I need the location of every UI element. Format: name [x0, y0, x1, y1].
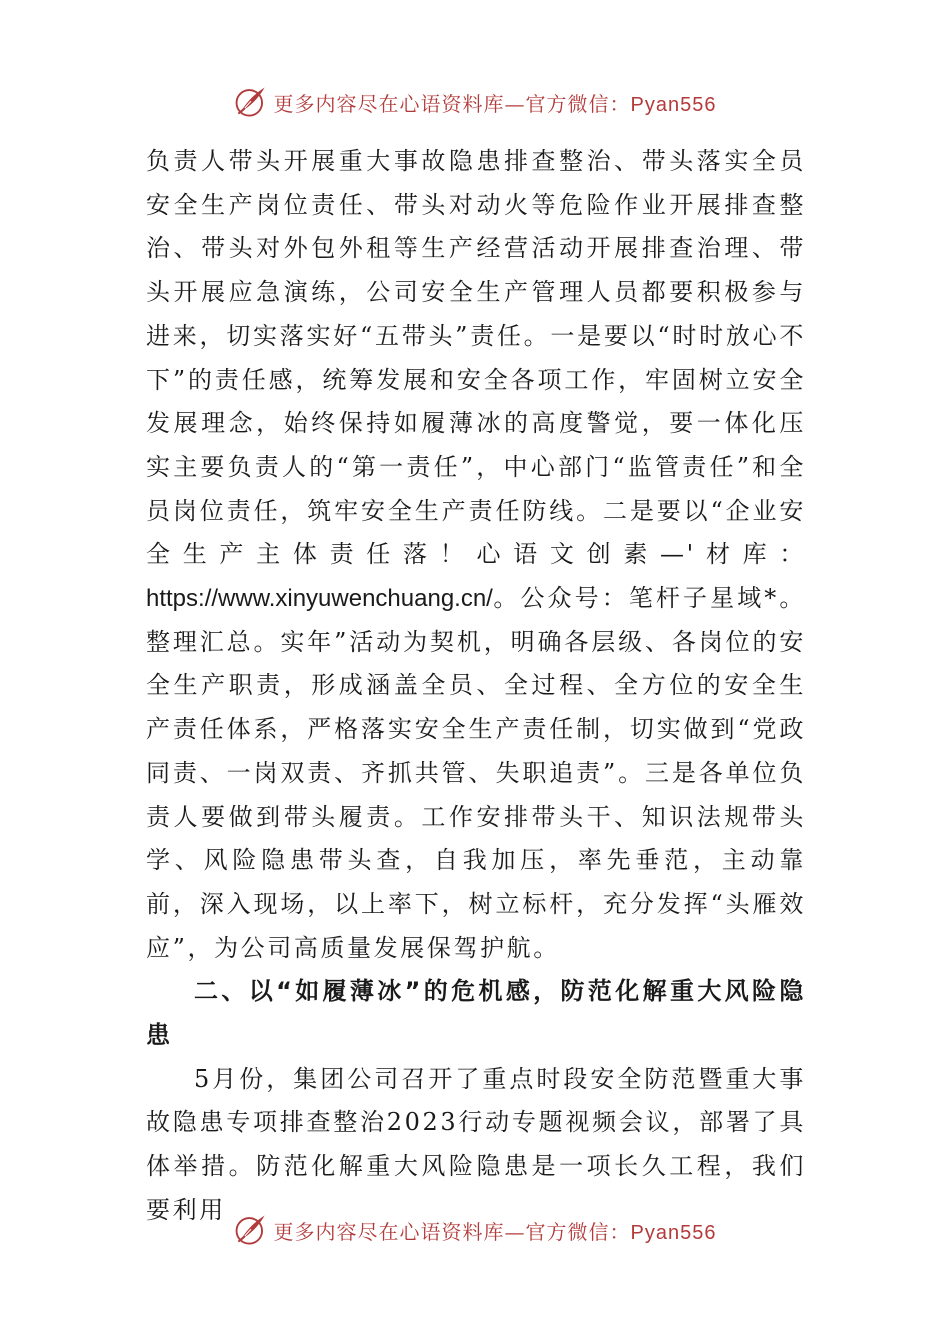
quill-logo-icon [234, 85, 268, 119]
paragraph-1-text-b: 。公众号：笔杆子星域*。整理汇总。实年”活动为契机，明确各层级、各岗位的安全生产职责，形成涵盖全员、全过程、全方位的安全生产责任体系，严格落实安全生产责任制，切实做到“党政同责、一岗双责、齐抓共管、失职追责”。三是各单位负责人要做到带头履责。工作安排带头干、知识法规带头学、风险隐患带头查，自我加压，率先垂范，主动靠前，深入现场，以上率下，树立标杆，充分发挥“头雁效应”，为公司高质量发展保驾护航。 [146, 584, 806, 962]
footer-banner [0, 1210, 950, 1250]
banner-wechat-id: Pyan556 [630, 93, 717, 116]
body-paragraph-1 [146, 140, 806, 970]
banner-text [274, 1216, 717, 1245]
banner-text-cn: 更多内容尽在心语资料库—官方微信： [273, 1219, 631, 1244]
banner-text-cn: 更多内容尽在心语资料库—官方微信： [273, 91, 631, 116]
document-body [146, 140, 806, 1233]
banner-wechat-id: Pyan556 [630, 1221, 717, 1244]
header-banner [0, 82, 950, 122]
section-heading-2: 二、以“如履薄冰”的危机感，防范化解重大风险隐患 [146, 977, 806, 1050]
quill-logo-icon [234, 1213, 268, 1247]
paragraph-1-text-a: 负责人带头开展重大事故隐患排查整治、带头落实全员安全生产岗位责任、带头对动火等危险作业开展排查整治、带头对外包外租等生产经营活动开展排查治理、带头开展应急演练，公司安全生产管理人员都要积极参与进来，切实落实好“五带头”责任。一是要以“时时放心不下”的责任感，统筹发展和安全各项工作，牢固树立安全发展理念，始终保持如履薄冰的高度警觉，要一体化压实主要负责人的“第一责任”，中心部门“监管责任”和全员岗位责任，筑牢安全生产责任防线。二是要以“企业安全生产主体责任落！心语文创素—'材库： [146, 147, 806, 569]
banner-text [274, 88, 717, 117]
body-paragraph-2: 5月份，集团公司召开了重点时段安全防范暨重大事故隐患专项排查整治2023行动专题视频会议，部署了具体举措。防范化解重大风险隐患是一项长久工程，我们要利用 [146, 1064, 806, 1224]
website-url-text: https://www.xinyuwenchuang.cn/ [146, 585, 493, 613]
